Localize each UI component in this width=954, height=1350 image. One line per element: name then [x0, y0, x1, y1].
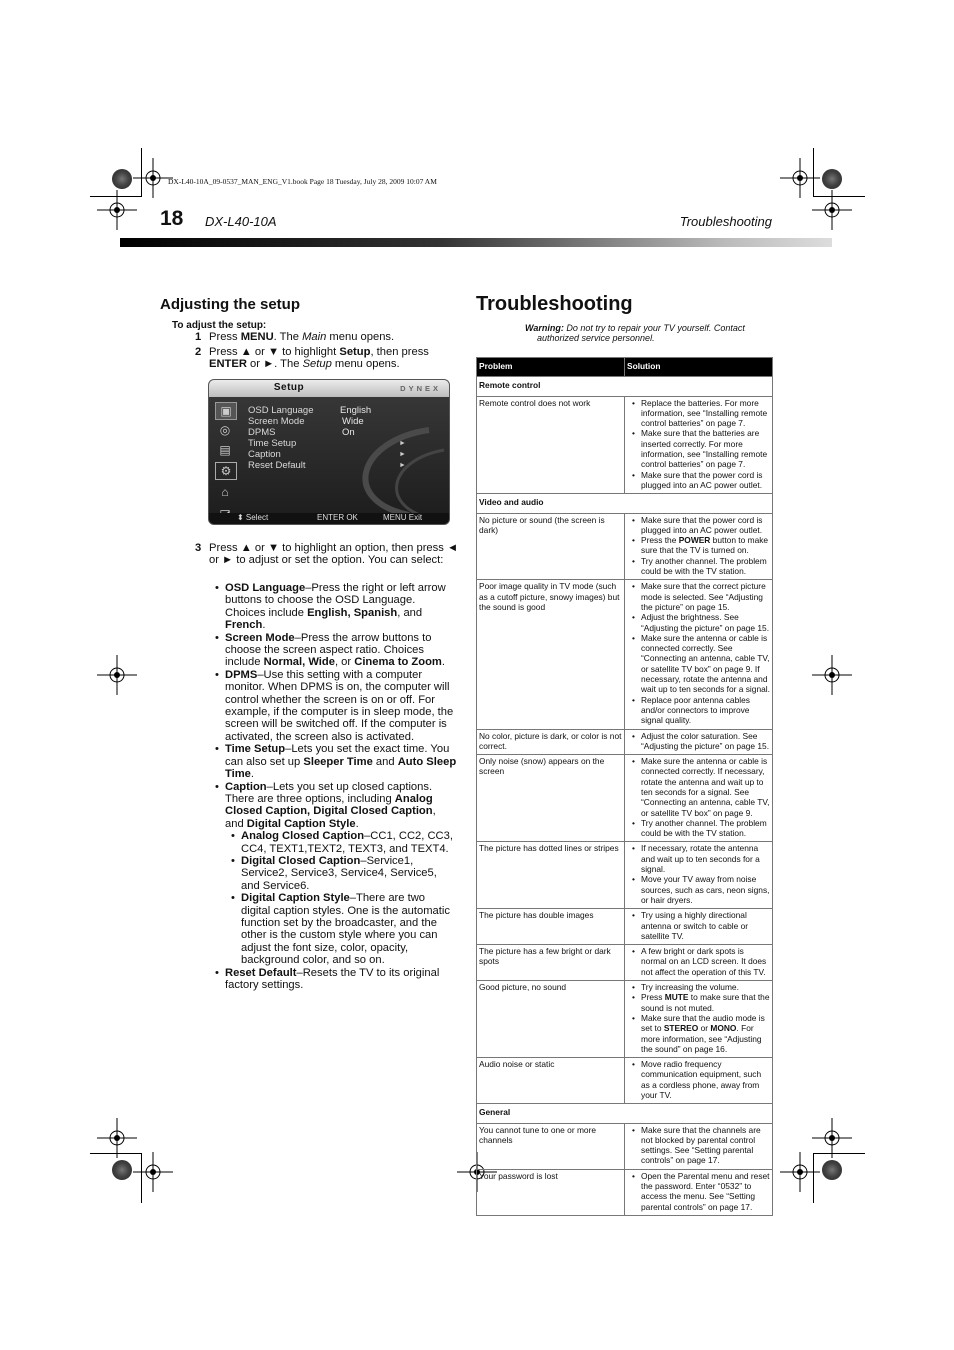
setup-options-list	[213, 582, 457, 991]
setup-icon: ⚙	[215, 462, 237, 480]
parental-icon: ⌂	[221, 485, 229, 499]
table-section-row: Remote control	[477, 377, 773, 396]
table-row: Only noise (snow) appears on the screen • Make sure the antenna or cable is connected correctly. If necessary, rotate the antenna and wait up to ten seconds for a signal. See “Connecting an antenna, cable TV, or satellite TV box” on page 9. • Try another channel. The problem could be with the TV station.	[477, 755, 773, 842]
trim-mark	[813, 1153, 814, 1203]
registration-dot	[822, 169, 842, 189]
list-item: • Reset Default–Resets the TV to its original factory settings.	[213, 967, 457, 992]
osd-arrow-icon: ►	[399, 462, 406, 469]
warning-note: Warning: Do not try to repair your TV yourself. Contact authorized service personnel.	[525, 323, 745, 344]
osd-footer-exit: MENU Exit	[383, 513, 423, 522]
table-row: No picture or sound (the screen is dark) • Make sure that the power cord is plugged into an AC power outlet. • Press the POWER button to make sure that the TV is turned on. • Try another channel. The problem could be with the TV station.	[477, 513, 773, 580]
osd-footer-ok: ENTER OK	[317, 513, 358, 522]
osd-row-label: OSD Language	[248, 405, 314, 416]
audio-icon: ◎	[219, 423, 231, 437]
step-2: 2 Press ▲ or ▼ to highlight Setup, then press ENTER or ►. The Setup menu opens.	[195, 346, 429, 371]
table-section-row: General	[477, 1104, 773, 1123]
sub-list-item: • Digital Caption Style–There are two digital caption styles. One is the automatic function set by the broadcaster, and the other is the custom style where you can adjust the font size, color, opacity, background color, and so on.	[229, 892, 457, 966]
trim-mark	[90, 196, 142, 197]
list-item: • OSD Language–Press the right or left arrow buttons to choose the OSD Language. Choices include English, Spanish, and French.	[213, 582, 457, 632]
table-row: The picture has double images • Try using a highly directional antenna or switch to cable or satellite TV.	[477, 909, 773, 945]
table-row: No color, picture is dark, or color is not correct. • Adjust the color saturation. See “Adjusting the picture” on page 15.	[477, 729, 773, 755]
troubleshooting-table	[476, 357, 773, 1216]
table-row: The picture has a few bright or dark spots • A few bright or dark spots is normal on an LCD screen. It does not affect the operation of this TV.	[477, 945, 773, 981]
page-number: 18	[160, 207, 184, 230]
table-row: Audio noise or static • Move radio frequency communication equipment, such as a cordless phone, away from your TV.	[477, 1058, 773, 1104]
list-item: • Screen Mode–Press the arrow buttons to choose the screen aspect ratio. Choices include Normal, Wide, or Cinema to Zoom.	[213, 632, 457, 669]
step-3: 3 Press ▲ or ▼ to highlight an option, then press ◄ or ► to adjust or set the option. You can select:	[195, 542, 459, 567]
column-header-problem: Problem	[477, 358, 625, 377]
section-heading-adjusting-setup: Adjusting the setup	[160, 296, 300, 313]
trim-mark	[90, 1153, 142, 1154]
trim-mark	[813, 1153, 865, 1154]
osd-row-value: English	[340, 405, 372, 416]
header-section: Troubleshooting	[679, 214, 772, 229]
list-item: • Caption–Lets you set up closed captions. There are three options, including Analog Closed Caption, Digital Closed Caption, and Digital Caption Style. • Analog Closed Caption–CC1, CC2, CC3, CC4, TEXT1,TEXT2, TEXT3, and TEXT4. • Digital Closed Caption–Service1, Service2, Service3, Service4, Service5, and Service6. • Digital Caption Style–There are two digital caption styles. One is the automatic function set by the broadcaster, and the other is the custom style where you can adjust the font size, color, opacity, background color, and so on.	[213, 781, 457, 967]
osd-row-value: Wide	[342, 416, 364, 427]
header-rule	[120, 238, 832, 247]
osd-arrow-icon: ►	[399, 440, 406, 447]
table-row: You cannot tune to one or more channels • Make sure that the channels are not blocked by parental control settings. See “Setting parental controls” on page 17.	[477, 1123, 773, 1169]
registration-dot	[822, 1160, 842, 1180]
header-model: DX-L40-10A	[205, 214, 277, 229]
trim-mark	[141, 148, 142, 196]
osd-footer-select: ⬍ Select	[237, 513, 269, 522]
swoosh-decoration	[299, 420, 449, 520]
osd-title-bar	[209, 380, 449, 397]
procedure-heading: To adjust the setup:	[172, 320, 267, 331]
crosshair-mark	[133, 158, 173, 198]
table-section-row: Video and audio	[477, 494, 773, 513]
sub-list-item: • Analog Closed Caption–CC1, CC2, CC3, CC4, TEXT1,TEXT2, TEXT3, and TEXT4.	[229, 830, 457, 855]
trim-mark	[141, 1153, 142, 1203]
crosshair-mark	[812, 655, 852, 695]
osd-row-value: On	[342, 427, 355, 438]
list-item: • Time Setup–Lets you set the exact time. You can also set up Sleeper Time and Auto Sleep Time.	[213, 743, 457, 780]
table-row: Remote control does not work • Replace the batteries. For more information, see “Installing remote control batteries” on page 7. • Make sure that the batteries are inserted correctly. For more information, see “Installing remote control batteries” on page 7. • Make sure that the power cord is plugged into an AC power outlet.	[477, 396, 773, 494]
registration-dot	[112, 169, 132, 189]
table-row: The picture has dotted lines or stripes • If necessary, rotate the antenna and wait up to ten seconds for a signal. • Move your TV away from noise sources, such as cars, neon signs, or hair dryers.	[477, 842, 773, 909]
trim-mark	[813, 196, 865, 197]
osd-icon-column	[213, 400, 237, 508]
osd-row-label: Time Setup	[248, 438, 297, 449]
column-header-solution: Solution	[625, 358, 773, 377]
crosshair-mark	[97, 655, 137, 695]
section-heading-troubleshooting: Troubleshooting	[476, 293, 633, 315]
crosshair-mark	[133, 1152, 173, 1192]
osd-row-label: DPMS	[248, 427, 276, 438]
osd-brand-logo: DYNEX	[400, 384, 441, 393]
osd-title: Setup	[273, 382, 305, 393]
channel-icon: ▤	[219, 443, 231, 457]
registration-dot	[112, 1160, 132, 1180]
list-item: • DPMS–Use this setting with a computer monitor. When DPMS is on, the computer will control whether the screen is on or off. For example, if the computer is in sleep mode, the screen will be switched off. If the computer is activated, the screen also is activated.	[213, 669, 457, 743]
osd-row-label: Caption	[248, 449, 281, 460]
osd-row-label: Reset Default	[248, 460, 306, 471]
picture-icon: ▣	[215, 402, 237, 420]
table-header-row	[477, 358, 773, 377]
print-slug: DX-L40-10A_09-0537_MAN_ENG_V1.book Page 18 Tuesday, July 28, 2009 10:07 AM	[168, 177, 437, 186]
osd-setup-menu-screenshot	[208, 379, 450, 525]
osd-footer	[209, 513, 449, 524]
step-1: 1 Press MENU. The Main menu opens.	[195, 331, 395, 343]
osd-arrow-icon: ►	[399, 451, 406, 458]
table-row: Good picture, no sound • Try increasing the volume. • Press MUTE to make sure that the sound is not muted. • Make sure that the audio mode is set to STEREO or MONO. For more information, see “Adjusting the sound” on page 16.	[477, 981, 773, 1058]
crosshair-mark	[97, 1118, 137, 1158]
table-row: Poor image quality in TV mode (such as a cutoff picture, snowy images) but the sound is good • Make sure that the correct picture mode is selected. See “Adjusting the picture” on page 15. • Adjust the brightness. See “Adjusting the picture” on page 15. • Make sure the antenna or cable is connected correctly. See “Connecting an antenna, cable TV, or satellite TV box” on page 9. If necessary, rotate the antenna and wait up to ten seconds for a signal. • Replace poor antenna cables and/or connectors to improve signal quality.	[477, 580, 773, 729]
table-row: Your password is lost • Open the Parental menu and reset the password. Enter “0532” to access the menu. See “Setting parental controls” on page 17.	[477, 1169, 773, 1215]
crosshair-mark	[780, 1152, 820, 1192]
sub-list-item: • Digital Closed Caption–Service1, Service2, Service3, Service4, Service5, and Service6.	[229, 855, 457, 892]
osd-row-label: Screen Mode	[248, 416, 305, 427]
trim-mark	[813, 148, 814, 196]
